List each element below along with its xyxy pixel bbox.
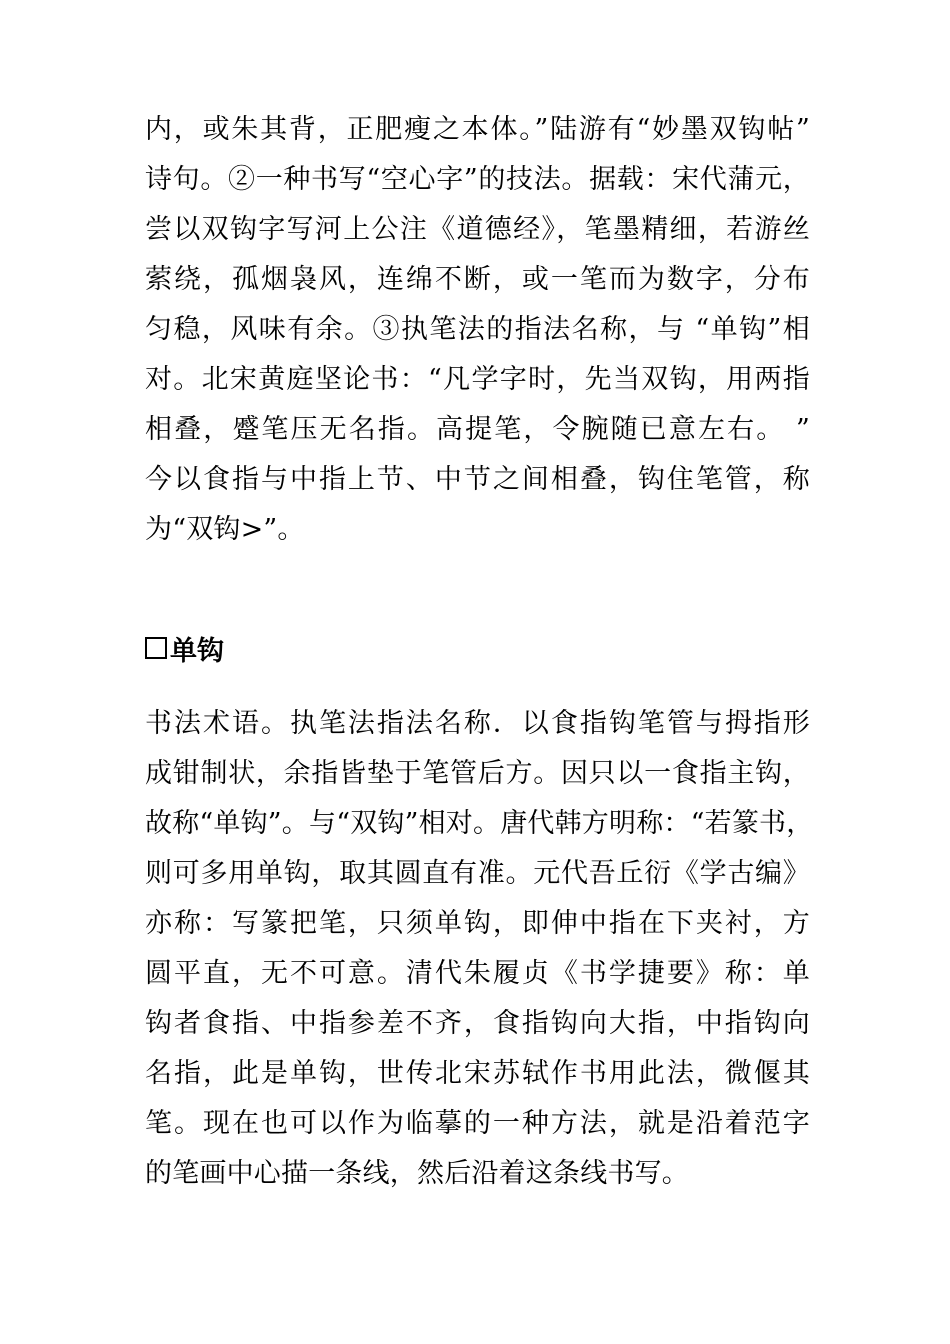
- paragraph-line: 则可多用单钩，取其圆直有准。元代吾丘衍《学古编》: [145, 858, 810, 889]
- checkbox-icon: [145, 637, 167, 659]
- paragraph-line: 相叠，蹙笔压无名指。高提笔，令腕随已意左右。 ”: [145, 414, 810, 445]
- paragraph-line: 萦绕，孤烟袅风，连绵不断，或一笔而为数字，分布: [145, 264, 810, 295]
- paragraph-line: 的笔画中心描一条线，然后沿着这条线书写。: [145, 1158, 689, 1189]
- paragraph-line: 钩者食指、中指参差不齐，食指钩向大指，中指钩向: [145, 1008, 810, 1039]
- paragraph-line: 内，或朱其背，正肥瘦之本体。”陆游有“妙墨双钩帖”: [145, 114, 810, 145]
- paragraph-line: 尝以双钩字写河上公注《道德经》，笔墨精细，若游丝: [145, 214, 810, 245]
- section-heading: [145, 628, 224, 668]
- paragraph-line: 名指，此是单钩，世传北宋苏轼作书用此法，微偃其: [145, 1058, 810, 1089]
- paragraph-line: 圆平直，无不可意。清代朱履贞《书学捷要》称：单: [145, 958, 810, 989]
- section-title: 单钩: [170, 635, 224, 667]
- paragraph-line: 笔。现在也可以作为临摹的一种方法，就是沿着范字: [145, 1108, 810, 1139]
- paragraph-line: 书法术语。执笔法指法名称．以食指钩笔管与拇指形: [145, 708, 810, 739]
- paragraph-line: 亦称：写篆把笔，只须单钩，即伸中指在下夹衬，方: [145, 908, 810, 939]
- paragraph-line: 成钳制状，余指皆垫于笔管后方。因只以一食指主钩，: [145, 758, 810, 789]
- paragraph-line: 匀稳，风味有余。③执笔法的指法名称，与 “单钩”相: [145, 314, 810, 345]
- paragraph-line: 诗句。②一种书写“空心字”的技法。据载：宋代蒲元，: [145, 164, 810, 195]
- paragraph-line: 为“双钩>”。: [145, 514, 305, 545]
- paragraph-line: 对。北宋黄庭坚论书：“凡学字时，先当双钩，用两指: [145, 364, 810, 395]
- paragraph-line: 今以食指与中指上节、中节之间相叠，钩住笔管，称: [145, 464, 810, 495]
- paragraph-line: 故称“单钩”。与“双钩”相对。唐代韩方明称：“若篆书，: [145, 808, 814, 839]
